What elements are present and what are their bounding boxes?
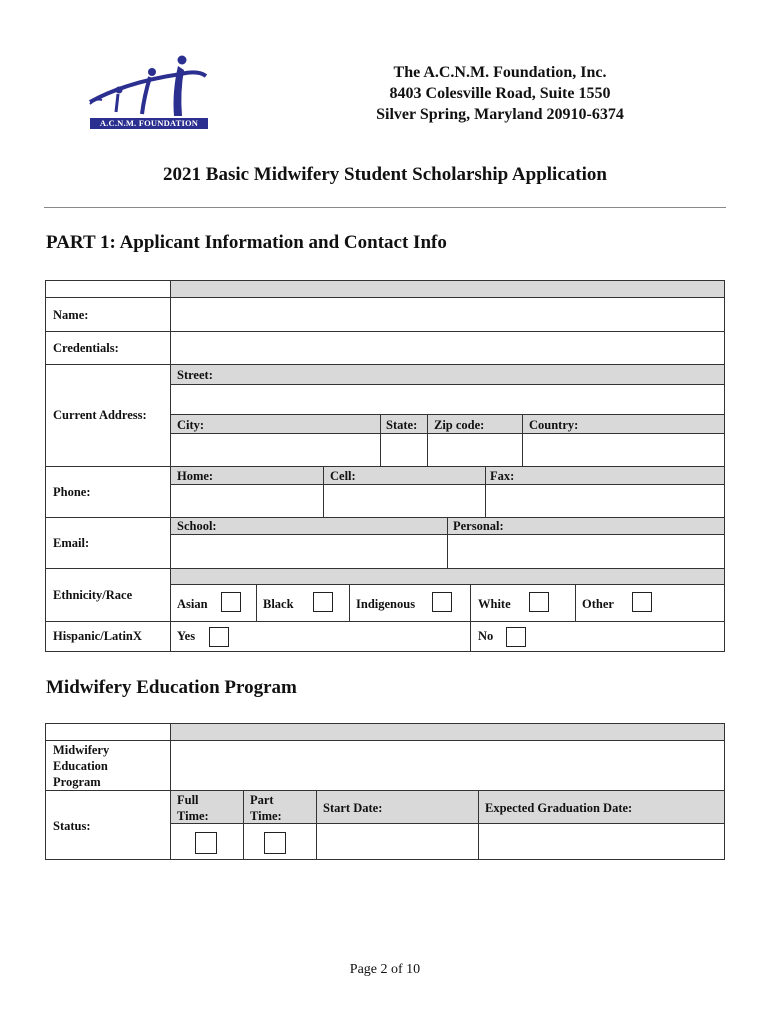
logo-band-text: A.C.N.M. FOUNDATION xyxy=(90,118,208,129)
start-date-label: Start Date: xyxy=(323,801,383,815)
status-label: Status: xyxy=(53,819,91,833)
hispanic-yes-label: Yes xyxy=(177,629,196,643)
indigenous-label: Indigenous xyxy=(356,597,416,611)
full-time-label-line-1: Full xyxy=(177,793,199,807)
fax-label: Fax: xyxy=(490,469,515,483)
country-label: Country: xyxy=(529,418,579,432)
ethnicity-label: Ethnicity/Race xyxy=(53,588,133,602)
page-number: Page 2 of 10 xyxy=(349,962,421,977)
full-time-label-line-2: Time: xyxy=(177,809,209,823)
city-label: City: xyxy=(177,418,205,432)
cell-label: Cell: xyxy=(330,469,356,483)
asian-label: Asian xyxy=(177,597,208,611)
edu-header-label-cell xyxy=(45,723,171,741)
credentials-label: Credentials: xyxy=(53,341,119,355)
full-time-checkbox[interactable] xyxy=(195,832,217,854)
other-label: Other xyxy=(582,597,614,611)
part1-heading: PART 1: Applicant Information and Contact Info xyxy=(46,232,447,253)
address-line-2: Silver Spring, Maryland 20910-6374 xyxy=(376,106,624,123)
education-heading: Midwifery Education Program xyxy=(46,677,297,698)
name-label: Name: xyxy=(53,308,89,322)
street-label: Street: xyxy=(177,368,213,382)
address-line-1: 8403 Colesville Road, Suite 1550 xyxy=(389,85,611,102)
personal-label: Personal: xyxy=(453,519,504,533)
hispanic-label: Hispanic/LatinX xyxy=(53,629,142,643)
current-address-label: Current Address: xyxy=(53,408,147,422)
state-label: State: xyxy=(386,418,418,432)
white-label: White xyxy=(478,597,511,611)
zip-label: Zip code: xyxy=(434,418,485,432)
program-label-line-1: Midwifery xyxy=(53,743,110,757)
phone-label: Phone: xyxy=(53,485,91,499)
program-label-line-3: Program xyxy=(53,775,101,789)
program-label-line-2: Education xyxy=(53,759,108,773)
school-label: School: xyxy=(177,519,217,533)
document-title: 2021 Basic Midwifery Student Scholarship Application xyxy=(163,164,607,185)
black-label: Black xyxy=(263,597,294,611)
program-field[interactable] xyxy=(170,740,725,791)
graduation-date-field[interactable] xyxy=(478,823,725,860)
start-date-field[interactable] xyxy=(316,823,479,860)
part-time-label-line-2: Time: xyxy=(250,809,282,823)
org-name: The A.C.N.M. Foundation, Inc. xyxy=(393,64,607,81)
hispanic-no-label: No xyxy=(478,629,494,643)
part-time-label-line-1: Part xyxy=(250,793,274,807)
edu-header-gray-cell xyxy=(170,723,725,741)
email-label: Email: xyxy=(53,536,90,550)
home-label: Home: xyxy=(177,469,214,483)
graduation-date-label: Expected Graduation Date: xyxy=(485,801,633,815)
part-time-checkbox[interactable] xyxy=(264,832,286,854)
